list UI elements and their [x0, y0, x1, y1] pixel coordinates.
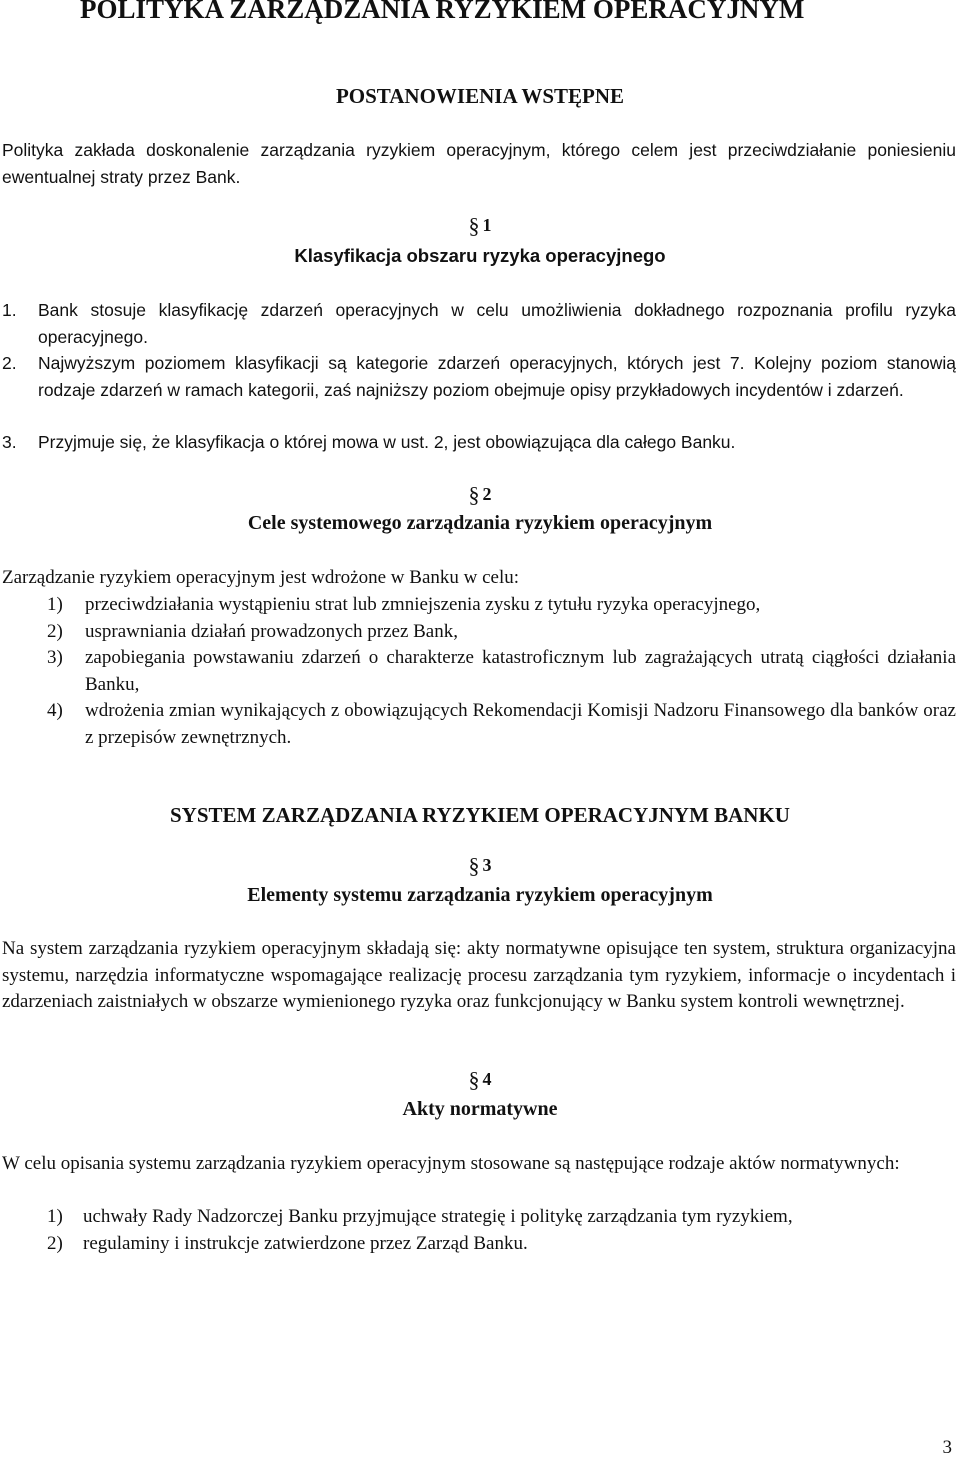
- paragraph-3-marker: [0, 853, 960, 879]
- list-item-number: 1): [47, 594, 63, 615]
- paragraph-number: 3: [482, 855, 492, 875]
- paragraph-3-text: Na system zarządzania ryzykiem operacyjnym składają się: akty normatywne opisujące ten system, struktura organizacyjna systemu, narzędzia informatyczne wspomagające realizację procesu zarządzania tym ryzykiem, informacje o incydentach i zdarzeniach zaistniałych w obszarze wymienionego ryzyka oraz funkcjonujący w Banku system kontroli wewnętrznej.: [2, 938, 956, 1012]
- list-item: [47, 1231, 956, 1258]
- paragraph-number: 1: [482, 215, 492, 235]
- list-item-number: 4): [47, 700, 63, 721]
- list-item: [2, 350, 956, 403]
- page-number: 3: [942, 1437, 952, 1458]
- list-item-text: zapobiegania powstawaniu zdarzeń o charakterze katastroficznym lub zagrażających utratą ciągłości działania Banku,: [85, 647, 956, 695]
- list-item-text: Najwyższym poziomem klasyfikacji są kategorie zdarzeń operacyjnych, których jest 7. Kolejny poziom stanowią rodzaje zdarzeń w ramach kategorii, zaś najniższy poziom obejmuje opisy przykładowych incydentów i zdarzeń.: [38, 353, 956, 400]
- list-item-number: 2): [47, 621, 63, 642]
- list-item: [47, 592, 956, 619]
- paragraph-4-marker: [0, 1067, 960, 1093]
- list-item-text: wdrożenia zmian wynikających z obowiązujących Rekomendacji Komisji Nadzoru Finansowego dla banków oraz z przepisów zewnętrznych.: [85, 700, 956, 748]
- list-item-number: 1.: [2, 300, 17, 320]
- paragraph-number: 2: [482, 484, 492, 504]
- paragraph-2-title: Cele systemowego zarządzania ryzykiem operacyjnym: [247, 512, 713, 534]
- list-item-number: 3): [47, 647, 63, 668]
- list-item: [2, 429, 956, 456]
- section-sign-icon: §: [468, 853, 480, 878]
- list-item-text: Przyjmuje się, że klasyfikacja o której mowa w ust. 2, jest obowiązująca dla całego Banku.: [38, 432, 736, 452]
- list-item-number: 3.: [2, 432, 17, 452]
- paragraph-4-lead: W celu opisania systemu zarządzania ryzykiem operacyjnym stosowane są następujące rodzaje aktów normatywnych:: [2, 1153, 900, 1174]
- paragraph-1-marker: [0, 213, 960, 239]
- list-item-text: przeciwdziałania wystąpieniu strat lub zmniejszenia zysku z tytułu ryzyka operacyjnego,: [85, 594, 761, 615]
- paragraph-1-title: Klasyfikacja obszaru ryzyka operacyjnego: [294, 245, 666, 266]
- section-sign-icon: §: [468, 482, 480, 507]
- paragraph-2-lead: Zarządzanie ryzykiem operacyjnym jest wdrożone w Banku w celu:: [2, 567, 520, 588]
- list-item-text: Bank stosuje klasyfikację zdarzeń operacyjnych w celu umożliwienia dokładnego rozpoznania profilu ryzyka operacyjnego.: [38, 300, 956, 347]
- section-sign-icon: §: [468, 213, 480, 238]
- paragraph-number: 4: [482, 1069, 492, 1089]
- list-item-text: uchwały Rady Nadzorczej Banku przyjmujące strategię i politykę zarządzania tym ryzykiem,: [83, 1206, 793, 1227]
- paragraph-2-marker: [0, 482, 960, 508]
- list-item-number: 2.: [2, 353, 17, 373]
- system-heading: SYSTEM ZARZĄDZANIA RYZYKIEM OPERACYJNYM BANKU: [170, 803, 790, 827]
- list-item: [47, 619, 956, 646]
- document-title: POLITYKA ZARZĄDZANIA RYZYKIEM OPERACYJNYM: [80, 0, 805, 24]
- list-item-number: 2): [47, 1233, 63, 1254]
- list-item: [47, 1204, 956, 1231]
- list-item-text: regulaminy i instrukcje zatwierdzone przez Zarząd Banku.: [83, 1233, 528, 1254]
- list-item-text: usprawniania działań prowadzonych przez Bank,: [85, 621, 458, 642]
- list-item: [47, 645, 956, 698]
- paragraph-4-title: Akty normatywne: [402, 1098, 558, 1120]
- list-item: [2, 297, 956, 350]
- list-item-number: 1): [47, 1206, 63, 1227]
- paragraph-3-title: Elementy systemu zarządzania ryzykiem operacyjnym: [247, 884, 713, 906]
- section-sign-icon: §: [468, 1067, 480, 1092]
- list-item: [47, 698, 956, 751]
- intro-text: Polityka zakłada doskonalenie zarządzania ryzykiem operacyjnym, którego celem jest przeciwdziałanie poniesieniu ewentualnej straty przez Bank.: [2, 140, 956, 187]
- intro-heading: POSTANOWIENIA WSTĘPNE: [335, 84, 625, 108]
